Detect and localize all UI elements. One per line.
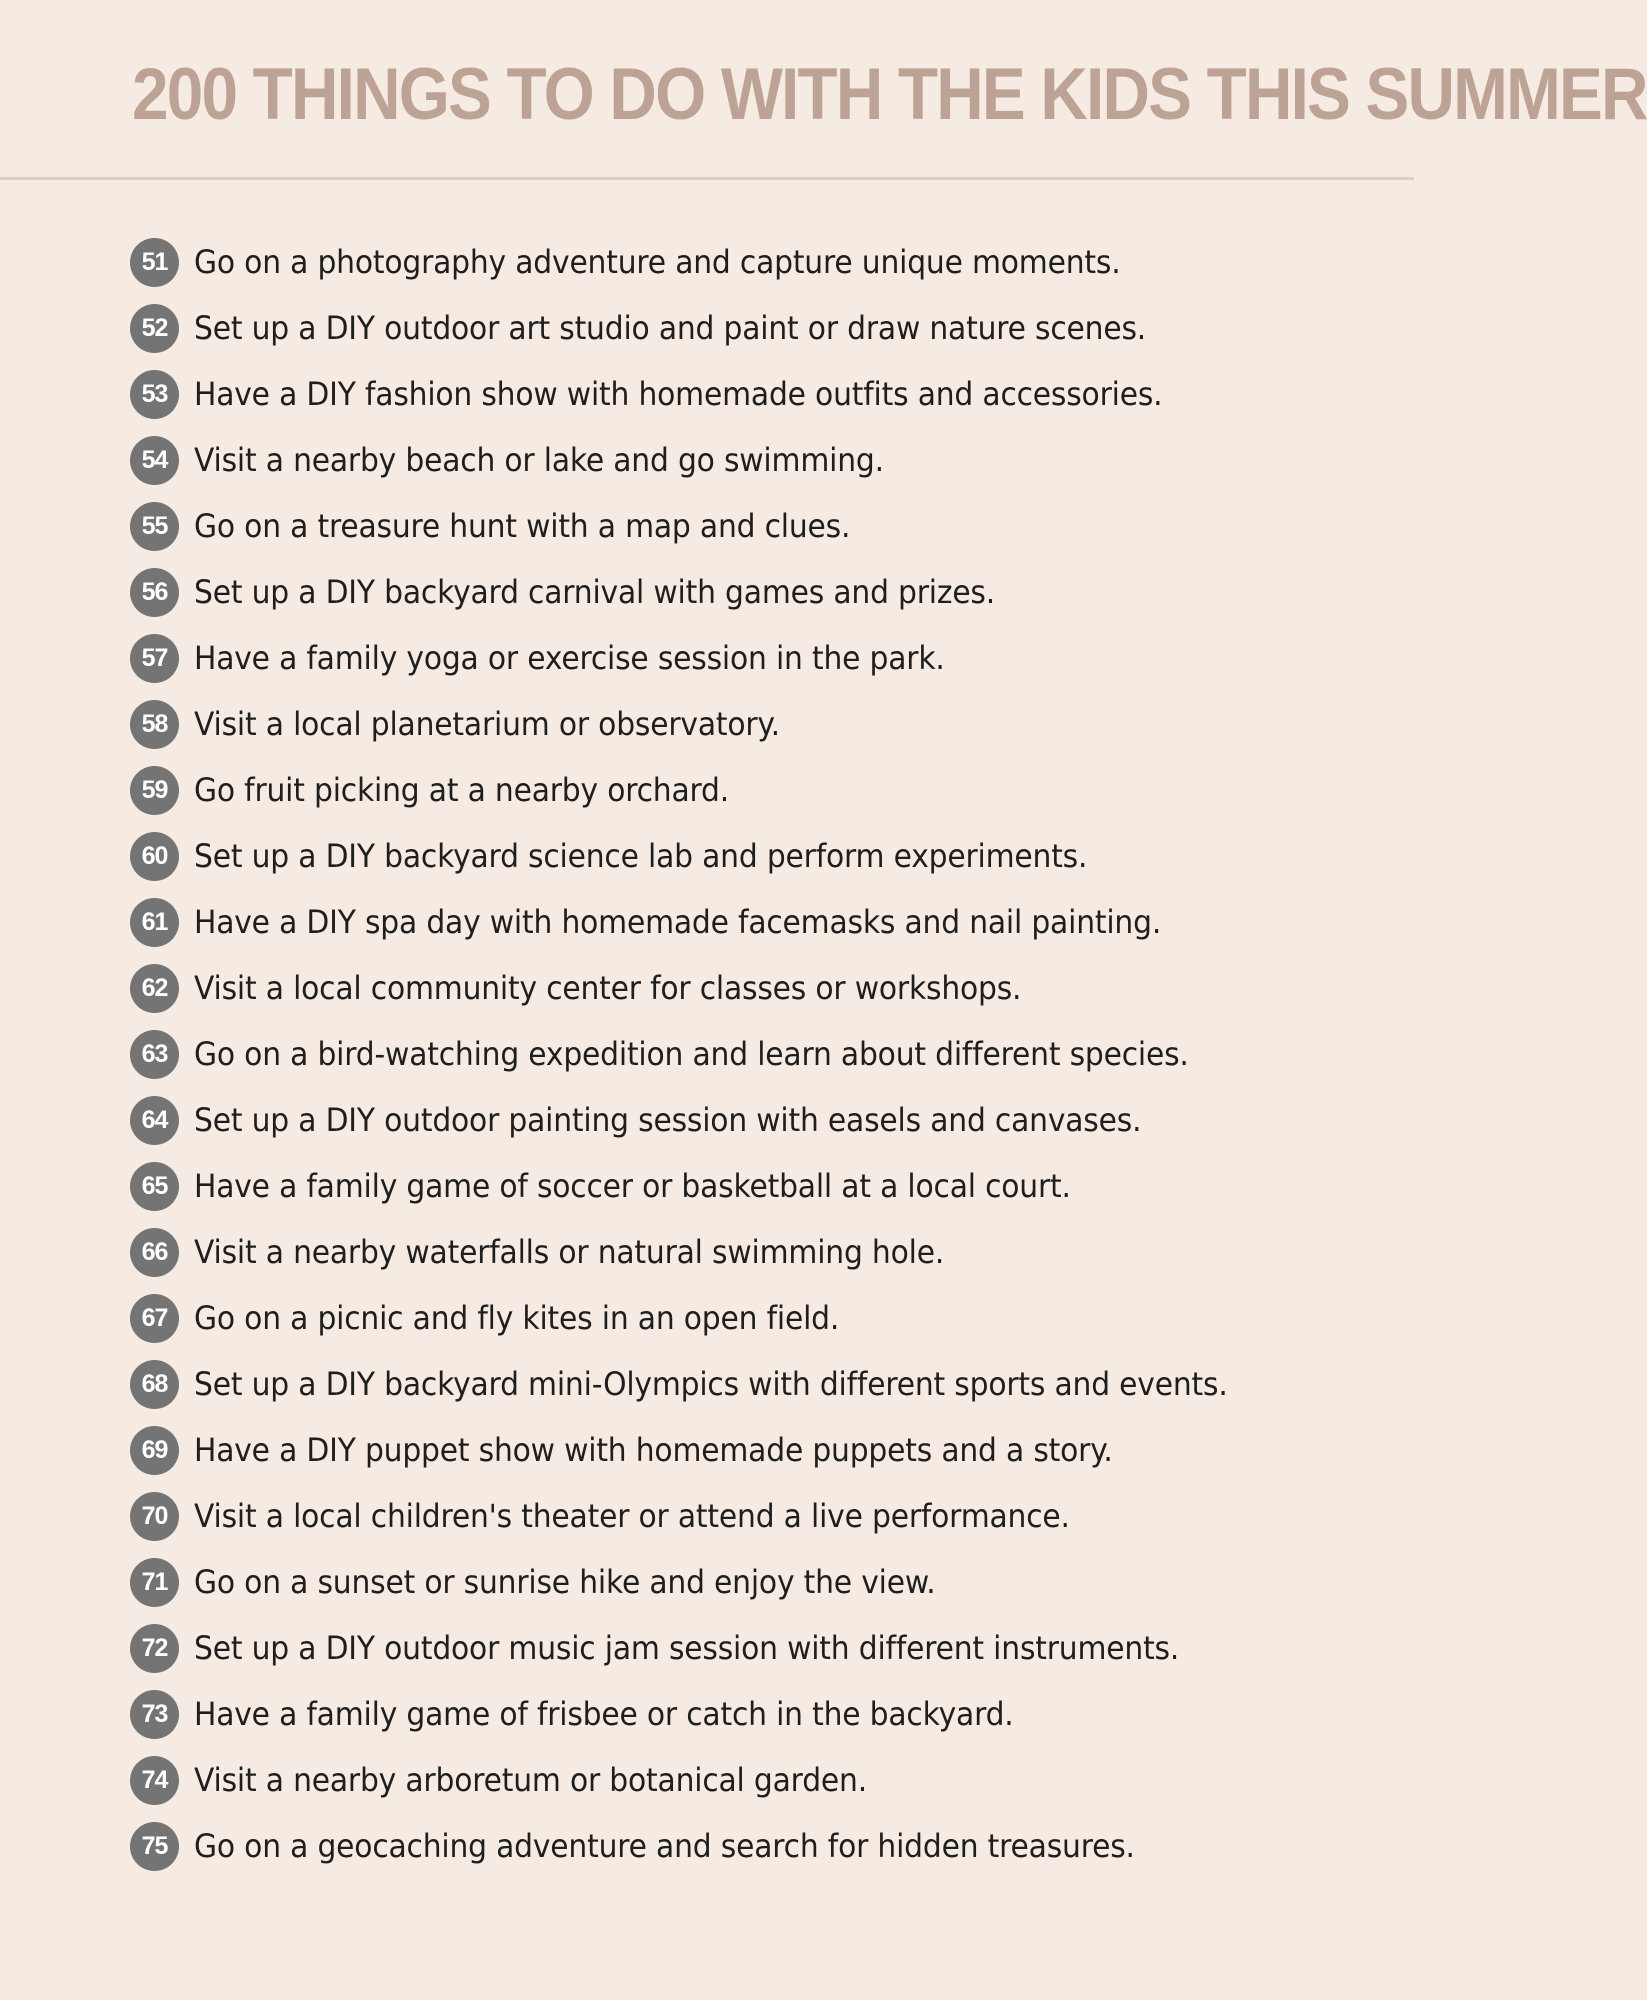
activity-text: Set up a DIY backyard carnival with games and prizes. xyxy=(194,573,996,611)
number-badge: 56 xyxy=(130,568,179,617)
number-badge: 55 xyxy=(130,502,179,551)
activity-text: Have a family game of soccer or basketball at a local court. xyxy=(194,1167,1071,1205)
number-badge: 52 xyxy=(130,304,179,353)
activity-text: Visit a local community center for classes or workshops. xyxy=(194,969,1022,1007)
number-badge: 53 xyxy=(130,370,179,419)
activity-text: Go on a picnic and fly kites in an open field. xyxy=(194,1299,840,1337)
activity-text: Go on a geocaching adventure and search for hidden treasures. xyxy=(194,1827,1135,1865)
activity-text: Set up a DIY outdoor painting session with easels and canvases. xyxy=(194,1101,1142,1139)
list-item xyxy=(130,1615,1380,1681)
list-item xyxy=(130,823,1380,889)
list-item xyxy=(130,1483,1380,1549)
list-item xyxy=(130,1681,1380,1747)
number-badge: 64 xyxy=(130,1096,179,1145)
list-item xyxy=(130,1747,1380,1813)
list-item xyxy=(130,889,1380,955)
list-item xyxy=(130,361,1380,427)
list-item xyxy=(130,1087,1380,1153)
number-badge: 65 xyxy=(130,1162,179,1211)
activity-list xyxy=(130,229,1380,1879)
number-badge: 71 xyxy=(130,1558,179,1607)
number-badge: 61 xyxy=(130,898,179,947)
activity-text: Have a DIY fashion show with homemade outfits and accessories. xyxy=(194,375,1163,413)
list-item xyxy=(130,229,1380,295)
activity-text: Set up a DIY backyard science lab and perform experiments. xyxy=(194,837,1088,875)
list-item xyxy=(130,1021,1380,1087)
number-badge: 70 xyxy=(130,1492,179,1541)
number-badge: 54 xyxy=(130,436,179,485)
list-item xyxy=(130,625,1380,691)
activity-text: Go on a bird-watching expedition and learn about different species. xyxy=(194,1035,1189,1073)
list-item xyxy=(130,955,1380,1021)
list-item xyxy=(130,427,1380,493)
number-badge: 75 xyxy=(130,1822,179,1871)
activity-text: Have a DIY spa day with homemade facemasks and nail painting. xyxy=(194,903,1162,941)
number-badge: 51 xyxy=(130,238,179,287)
list-item xyxy=(130,1351,1380,1417)
activity-text: Set up a DIY backyard mini-Olympics with different sports and events. xyxy=(194,1365,1228,1403)
activity-text: Go on a sunset or sunrise hike and enjoy the view. xyxy=(194,1563,936,1601)
activity-text: Visit a local children's theater or attend a live performance. xyxy=(194,1497,1070,1535)
list-item xyxy=(130,559,1380,625)
number-badge: 67 xyxy=(130,1294,179,1343)
number-badge: 58 xyxy=(130,700,179,749)
number-badge: 57 xyxy=(130,634,179,683)
list-item xyxy=(130,295,1380,361)
list-item xyxy=(130,691,1380,757)
activity-text: Visit a local planetarium or observatory. xyxy=(194,705,780,743)
number-badge: 68 xyxy=(130,1360,179,1409)
number-badge: 62 xyxy=(130,964,179,1013)
list-item xyxy=(130,1813,1380,1879)
list-item xyxy=(130,1549,1380,1615)
number-badge: 66 xyxy=(130,1228,179,1277)
number-badge: 59 xyxy=(130,766,179,815)
list-item xyxy=(130,493,1380,559)
number-badge: 74 xyxy=(130,1756,179,1805)
number-badge: 69 xyxy=(130,1426,179,1475)
list-item xyxy=(130,1219,1380,1285)
number-badge: 60 xyxy=(130,832,179,881)
activity-text: Have a DIY puppet show with homemade puppets and a story. xyxy=(194,1431,1113,1469)
page-title: 200 THINGS TO DO WITH THE KIDS THIS SUMMER xyxy=(132,54,1647,135)
page-header xyxy=(0,0,1647,180)
activity-text: Have a family yoga or exercise session in the park. xyxy=(194,639,945,677)
activity-text: Go on a photography adventure and capture unique moments. xyxy=(194,243,1121,281)
activity-text: Set up a DIY outdoor music jam session with different instruments. xyxy=(194,1629,1180,1667)
activity-text: Go fruit picking at a nearby orchard. xyxy=(194,771,730,809)
number-badge: 63 xyxy=(130,1030,179,1079)
list-item xyxy=(130,1153,1380,1219)
number-badge: 73 xyxy=(130,1690,179,1739)
activity-text: Go on a treasure hunt with a map and clues. xyxy=(194,507,851,545)
activity-text: Have a family game of frisbee or catch in the backyard. xyxy=(194,1695,1014,1733)
activity-text: Visit a nearby beach or lake and go swimming. xyxy=(194,441,884,479)
activity-text: Visit a nearby waterfalls or natural swimming hole. xyxy=(194,1233,945,1271)
list-item xyxy=(130,757,1380,823)
activity-text: Set up a DIY outdoor art studio and paint or draw nature scenes. xyxy=(194,309,1147,347)
number-badge: 72 xyxy=(130,1624,179,1673)
list-item xyxy=(130,1285,1380,1351)
list-item xyxy=(130,1417,1380,1483)
activity-text: Visit a nearby arboretum or botanical garden. xyxy=(194,1761,867,1799)
